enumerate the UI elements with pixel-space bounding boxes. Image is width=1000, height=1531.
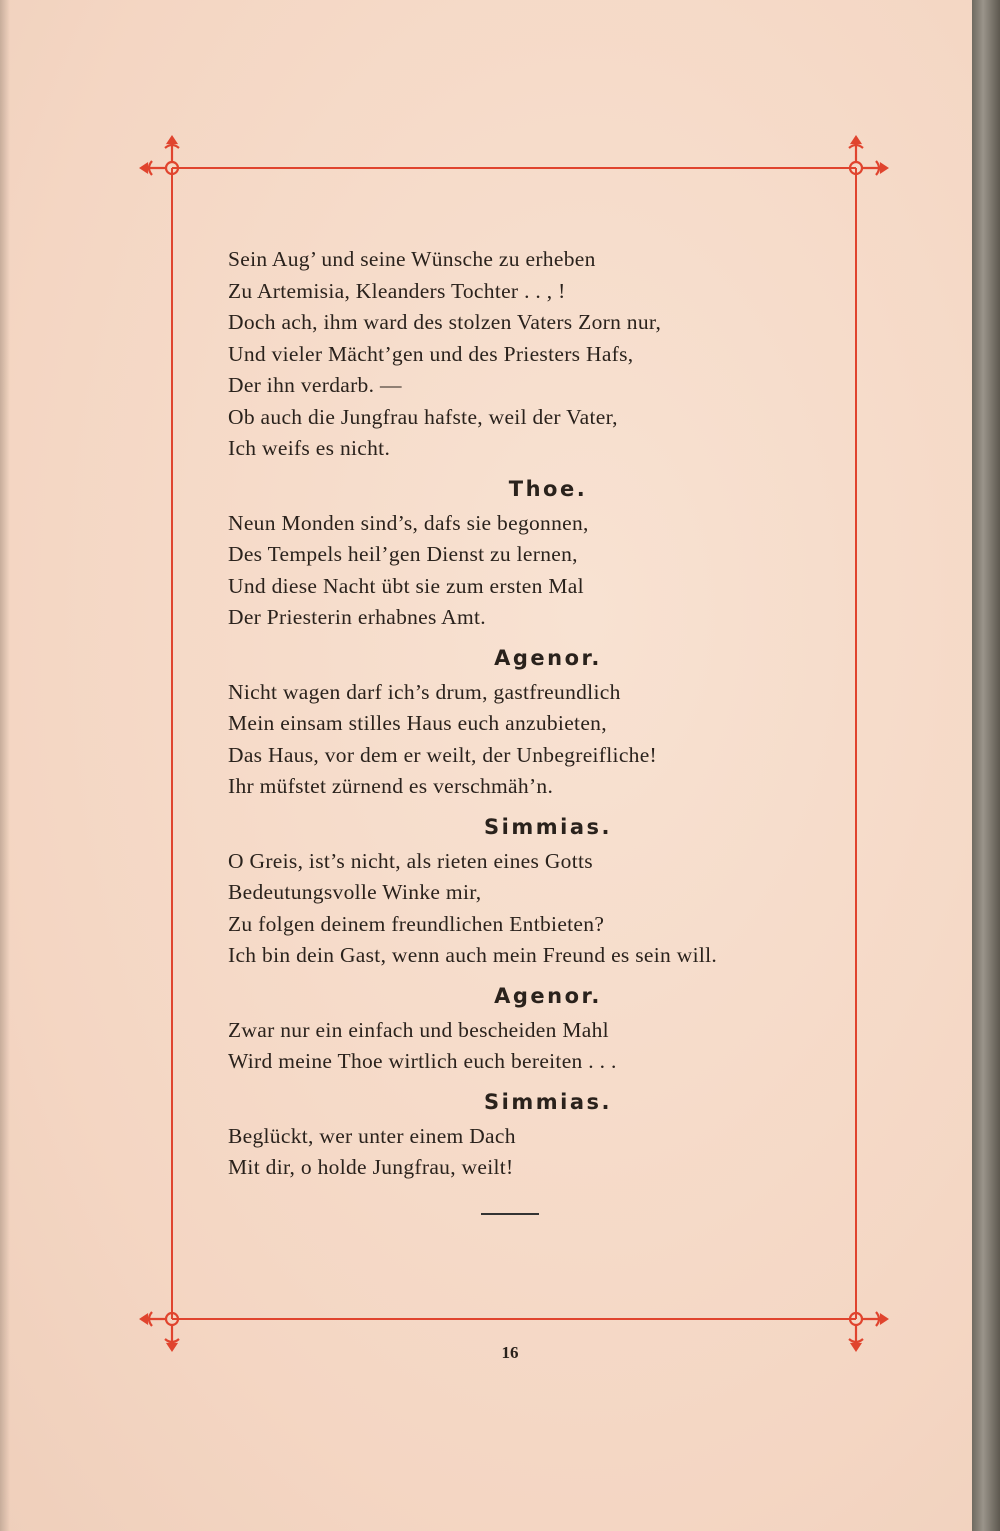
verse-line: Zwar nur ein einfach und bescheiden Mahl xyxy=(228,1017,609,1042)
verse-line: Zu folgen deinem freundlichen Entbieten? xyxy=(228,911,605,936)
book-gutter xyxy=(972,0,1000,1531)
fleur-ornament-icon xyxy=(137,1284,207,1354)
verse-line: Des Tempels heil’gen Dienst zu lernen, xyxy=(228,542,578,566)
verse-line: Mein einsam stilles Haus euch anzubieten, xyxy=(228,711,607,735)
verse-line: Das Haus, vor dem er weilt, der Unbegreifliche! xyxy=(228,742,658,767)
verse-line: Sein Aug’ und seine Wünsche zu erheben xyxy=(228,247,596,271)
fleur-ornament-icon xyxy=(821,1284,891,1354)
verse-line: Und vieler Mächt’gen und des Priesters Hafs, xyxy=(228,341,634,366)
speaker-heading: Agenor. xyxy=(494,645,602,670)
verse-line: Zu Artemisia, Kleanders Tochter . . , ! xyxy=(228,278,566,303)
verse-line: Nicht wagen darf ich’s drum, gastfreundlich xyxy=(228,679,621,704)
verse-line: O Greis, ist’s nicht, als rieten eines Gotts xyxy=(228,848,593,873)
page-left-edge xyxy=(0,0,10,1531)
passage-opening xyxy=(228,244,828,465)
verse-line: Ob auch die Jungfrau hafste, weil der Vater, xyxy=(228,404,618,429)
frame-top-line xyxy=(172,167,856,169)
verse-line: Doch ach, ihm ward des stolzen Vaters Zorn nur, xyxy=(228,310,662,334)
verse-line: Und diese Nacht übt sie zum ersten Mal xyxy=(228,573,584,598)
speaker-heading: Simmias. xyxy=(484,1089,612,1114)
verse-line: Bedeutungsvolle Winke mir, xyxy=(228,880,482,904)
speaker-heading: Thoe. xyxy=(508,476,588,501)
frame-left-line xyxy=(171,168,173,1319)
verse-line: Der Priesterin erhabnes Amt. xyxy=(228,605,486,629)
verse-line: Ich bin dein Gast, wenn auch mein Freund es sein will. xyxy=(228,943,718,967)
end-rule xyxy=(481,1213,539,1215)
verse-line: Ihr müfstet zürnend es verschmäh’n. xyxy=(228,774,554,798)
verse-line: Wird meine Thoe wirtlich euch bereiten . . . xyxy=(228,1049,617,1073)
page-number: 16 xyxy=(501,1343,519,1362)
speaker-heading: Simmias. xyxy=(484,814,612,839)
verse-line: Beglückt, wer unter einem Dach xyxy=(228,1123,516,1148)
verse-line: Mit dir, o holde Jungfrau, weilt! xyxy=(228,1155,514,1179)
speaker-heading: Agenor. xyxy=(494,983,602,1008)
verse-line: Der ihn verdarb. — xyxy=(228,373,402,397)
frame-right-line xyxy=(855,168,857,1319)
play-text xyxy=(228,244,828,1184)
frame-bottom-line xyxy=(172,1318,856,1320)
verse-line: Ich weifs es nicht. xyxy=(228,436,391,460)
fleur-ornament-icon xyxy=(137,133,207,203)
fleur-ornament-icon xyxy=(821,133,891,203)
verse-line: Neun Monden sind’s, dafs sie begonnen, xyxy=(228,510,589,535)
